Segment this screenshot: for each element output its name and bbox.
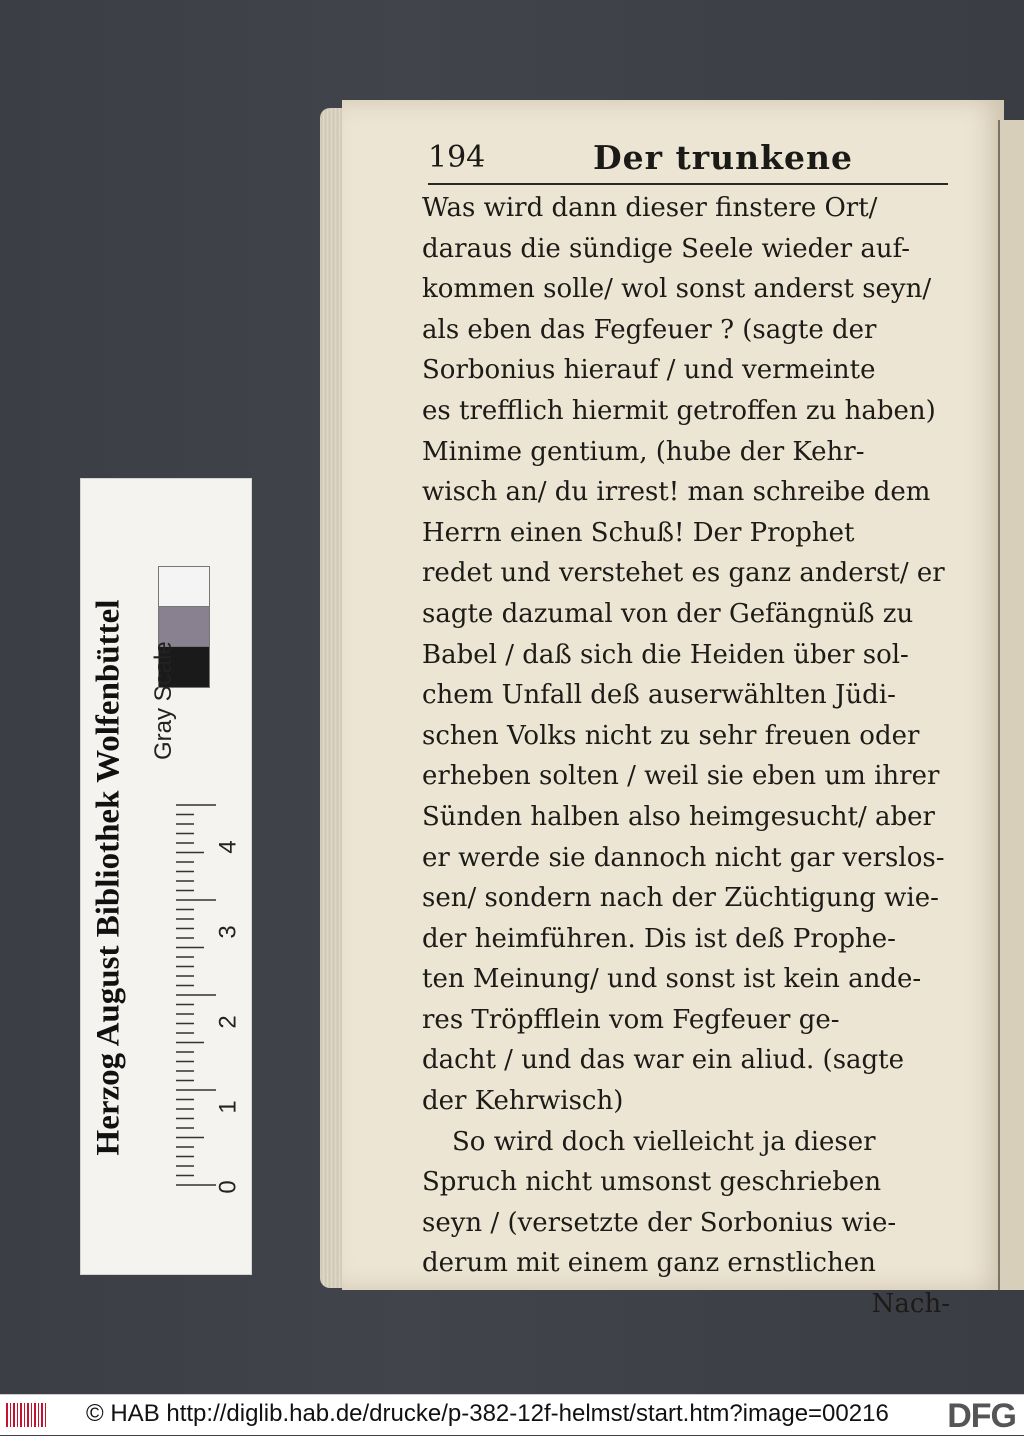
text-line: daraus die sündige Seele wieder auf- (422, 233, 911, 264)
running-head: Der trunkene (593, 138, 853, 177)
text-line: erheben solten / weil sie eben um ihrer (422, 761, 940, 792)
facing-page-edge (998, 120, 1024, 1290)
text-line: Babel / daß sich die Heiden über sol- (422, 639, 909, 670)
page-body (422, 188, 950, 1325)
text-line: schen Volks nicht zu sehr freuen oder (422, 720, 920, 751)
text-line: derum mit einem ganz ernstlichen (422, 1248, 876, 1279)
text-line: Sünden halben also heimgesucht/ aber (422, 801, 935, 832)
library-title-text: Herzog August Bibliothek Wolfenbüttel (90, 599, 127, 1156)
swatch-white (158, 566, 210, 608)
text-line: Spruch nicht umsonst geschrieben (422, 1167, 882, 1198)
ruler-number-0: 0 (214, 1180, 242, 1194)
text-line: sen/ sondern nach der Züchtigung wie- (422, 883, 939, 914)
ruler-number-4: 4 (214, 840, 242, 854)
text-line: er werde sie dannoch nicht gar verslos- (422, 842, 945, 873)
library-title (83, 479, 135, 1276)
text-line: Herrn einen Schuß! Der Prophet (422, 517, 855, 548)
text-line: seyn / (versetzte der Sorbonius wie- (422, 1207, 897, 1238)
text-line: Sorbonius hierauf / und vermeinte (422, 355, 876, 386)
header-rule (428, 183, 948, 185)
text-line: ten Meinung/ und sonst ist kein ande- (422, 964, 922, 995)
gray-scale-label: Gray Scale (150, 641, 177, 760)
footer-copyright-url[interactable]: © HAB http://diglib.hab.de/drucke/p-382-12f-helmst/start.htm?image=00216 (86, 1400, 889, 1427)
hab-barcode-icon (6, 1403, 48, 1427)
text-line: es trefflich hiermit getroffen zu haben) (422, 395, 936, 426)
ruler-number-1: 1 (214, 1100, 242, 1114)
text-line: Minime gentium, (hube der Kehr- (422, 436, 865, 467)
text-line: res Tröpfflein vom Fegfeuer ge- (422, 1004, 840, 1035)
text-line: wisch an/ du irrest! man schreibe dem (422, 477, 931, 508)
ruler-number-3: 3 (214, 925, 242, 939)
footer-bar (0, 1394, 1024, 1435)
dfg-logo: DFG (947, 1397, 1016, 1435)
page-header (428, 140, 948, 180)
text-line: kommen solle/ wol sonst anderst seyn/ (422, 274, 932, 305)
catchword: Nach- (871, 1289, 950, 1320)
text-line: chem Unfall deß auserwählten Jüdi- (422, 680, 896, 711)
text-line: der heimführen. Dis ist deß Prophe- (422, 923, 896, 954)
text-line: dacht / und das war ein aliud. (sagte (422, 1045, 905, 1076)
text-line: Was wird dann dieser finstere Ort/ (422, 193, 878, 223)
text-line: So wird doch vielleicht ja dieser (452, 1126, 876, 1157)
text-line: der Kehrwisch) (422, 1086, 624, 1117)
text-line: als eben das Fegfeuer ? (sagte der (422, 314, 877, 345)
ruler-number-2: 2 (214, 1015, 242, 1029)
page-number: 194 (428, 140, 486, 175)
text-line: sagte dazumal von der Gefängnüß zu (422, 598, 914, 629)
text-line: redet und verstehet es ganz anderst/ er (422, 558, 945, 589)
